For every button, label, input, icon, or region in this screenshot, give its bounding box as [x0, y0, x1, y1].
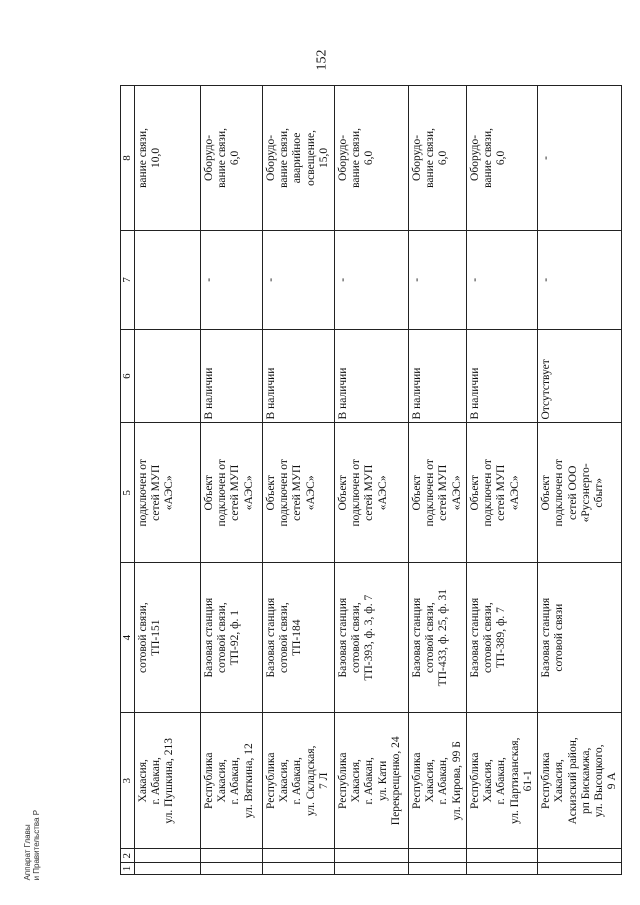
cell-equipment: -	[538, 86, 622, 231]
cell-availability: В наличии	[263, 329, 335, 423]
cell-col7: -	[201, 230, 263, 329]
table-row	[201, 86, 263, 875]
cell-col7: -	[538, 230, 622, 329]
cell-col1	[467, 863, 538, 875]
cell-col7	[135, 230, 201, 329]
cell-col1	[201, 863, 263, 875]
cell-equipment: Оборудо- вание связи, аварийное освещение, 15,0	[263, 86, 335, 231]
cell-col2	[409, 849, 467, 863]
cell-object: Базовая станция сотовой связи, ТП-389, ф. 7	[467, 563, 538, 713]
cell-col2	[135, 849, 201, 863]
rotated-table-container	[120, 85, 619, 875]
table-row	[538, 86, 622, 875]
cell-col1	[263, 863, 335, 875]
cell-col2	[201, 849, 263, 863]
cell-availability: В наличии	[335, 329, 409, 423]
cell-equipment: Оборудо- вание связи, 6,0	[409, 86, 467, 231]
cell-address: Республика Хакасия, г. Абакан, ул. Кирова, 99 Б	[409, 713, 467, 849]
cell-col1	[409, 863, 467, 875]
stamp-line-1: Аппарат Главы	[22, 824, 32, 881]
office-stamp	[12, 790, 52, 900]
cell-equipment: Оборудо- вание связи, 6,0	[335, 86, 409, 231]
stamp-line-2: и Правительства Р	[32, 809, 42, 881]
cell-availability: В наличии	[201, 329, 263, 423]
cell-col7: -	[409, 230, 467, 329]
cell-equipment: вание связи, 10,0	[135, 86, 201, 231]
cell-object: Базовая станция сотовой связи, ТП-92, ф. 1	[201, 563, 263, 713]
cell-col1	[335, 863, 409, 875]
cell-col2	[538, 849, 622, 863]
cell-availability	[135, 329, 201, 423]
table-row	[335, 86, 409, 875]
cell-col7: -	[263, 230, 335, 329]
cell-col2	[335, 849, 409, 863]
cell-connection: Объект подключен от сетей МУП «АЭС»	[467, 423, 538, 563]
cell-connection: Объект подключен от сетей МУП «АЭС»	[201, 423, 263, 563]
cell-address: Республика Хакасия, г. Абакан, ул. Партизанская, 61-1	[467, 713, 538, 849]
cell-object: Базовая станция сотовой связи, ТП-393, ф. 3, ф. 7	[335, 563, 409, 713]
cell-object: Базовая станция сотовой связи, ТП-184	[263, 563, 335, 713]
page-number	[312, 40, 332, 80]
data-table	[120, 85, 622, 875]
cell-object: Базовая станция сотовой связи, ТП-433, ф. 25, ф. 31	[409, 563, 467, 713]
header-cell-2: 2	[121, 849, 135, 863]
cell-equipment: Оборудо- вание связи, 6,0	[201, 86, 263, 231]
cell-address: Республика Хакасия, г. Абакан, ул. Складская, 7 Л	[263, 713, 335, 849]
page-number-text: 152	[314, 49, 329, 71]
header-cell-4: 4	[121, 563, 135, 713]
cell-col2	[467, 849, 538, 863]
cell-address: Республика Хакасия, г. Абакан, ул. Вяткина, 12	[201, 713, 263, 849]
table-row	[409, 86, 467, 875]
cell-connection: Объект подключен от сетей МУП «АЭС»	[335, 423, 409, 563]
cell-availability: Отсутствует	[538, 329, 622, 423]
cell-col1	[135, 863, 201, 875]
cell-availability: В наличии	[467, 329, 538, 423]
cell-address: Республика Хакасия, г. Абакан, ул. Кати Перекрещенко, 24	[335, 713, 409, 849]
cell-connection: подключен от сетей МУП «АЭС»	[135, 423, 201, 563]
cell-connection: Объект подключен от сетей МУП «АЭС»	[263, 423, 335, 563]
header-cell-5: 5	[121, 423, 135, 563]
cell-col1	[538, 863, 622, 875]
header-cell-3: 3	[121, 713, 135, 849]
table-row	[135, 86, 201, 875]
cell-col7: -	[335, 230, 409, 329]
header-cell-8: 8	[121, 86, 135, 231]
cell-object: сотовой связи, ТП-151	[135, 563, 201, 713]
cell-address: Хакасия, г. Абакан, ул. Пушкина, 213	[135, 713, 201, 849]
cell-address: Республика Хакасия, Аскизский район, рп Бискамжа, ул. Высоцкого, 9 А	[538, 713, 622, 849]
cell-availability: В наличии	[409, 329, 467, 423]
header-cell-1: 1	[121, 863, 135, 875]
cell-object: Базовая станция сотовой связи	[538, 563, 622, 713]
header-cell-7: 7	[121, 230, 135, 329]
header-cell-6: 6	[121, 329, 135, 423]
cell-equipment: Оборудо- вание связи, 6,0	[467, 86, 538, 231]
table-row	[263, 86, 335, 875]
table-header-row	[121, 86, 135, 875]
cell-col7: -	[467, 230, 538, 329]
cell-connection: Объект подключен от сетей ООО «Русэнерго- сбыт»	[538, 423, 622, 563]
table-row	[467, 86, 538, 875]
cell-connection: Объект подключен от сетей МУП «АЭС»	[409, 423, 467, 563]
cell-col2	[263, 849, 335, 863]
